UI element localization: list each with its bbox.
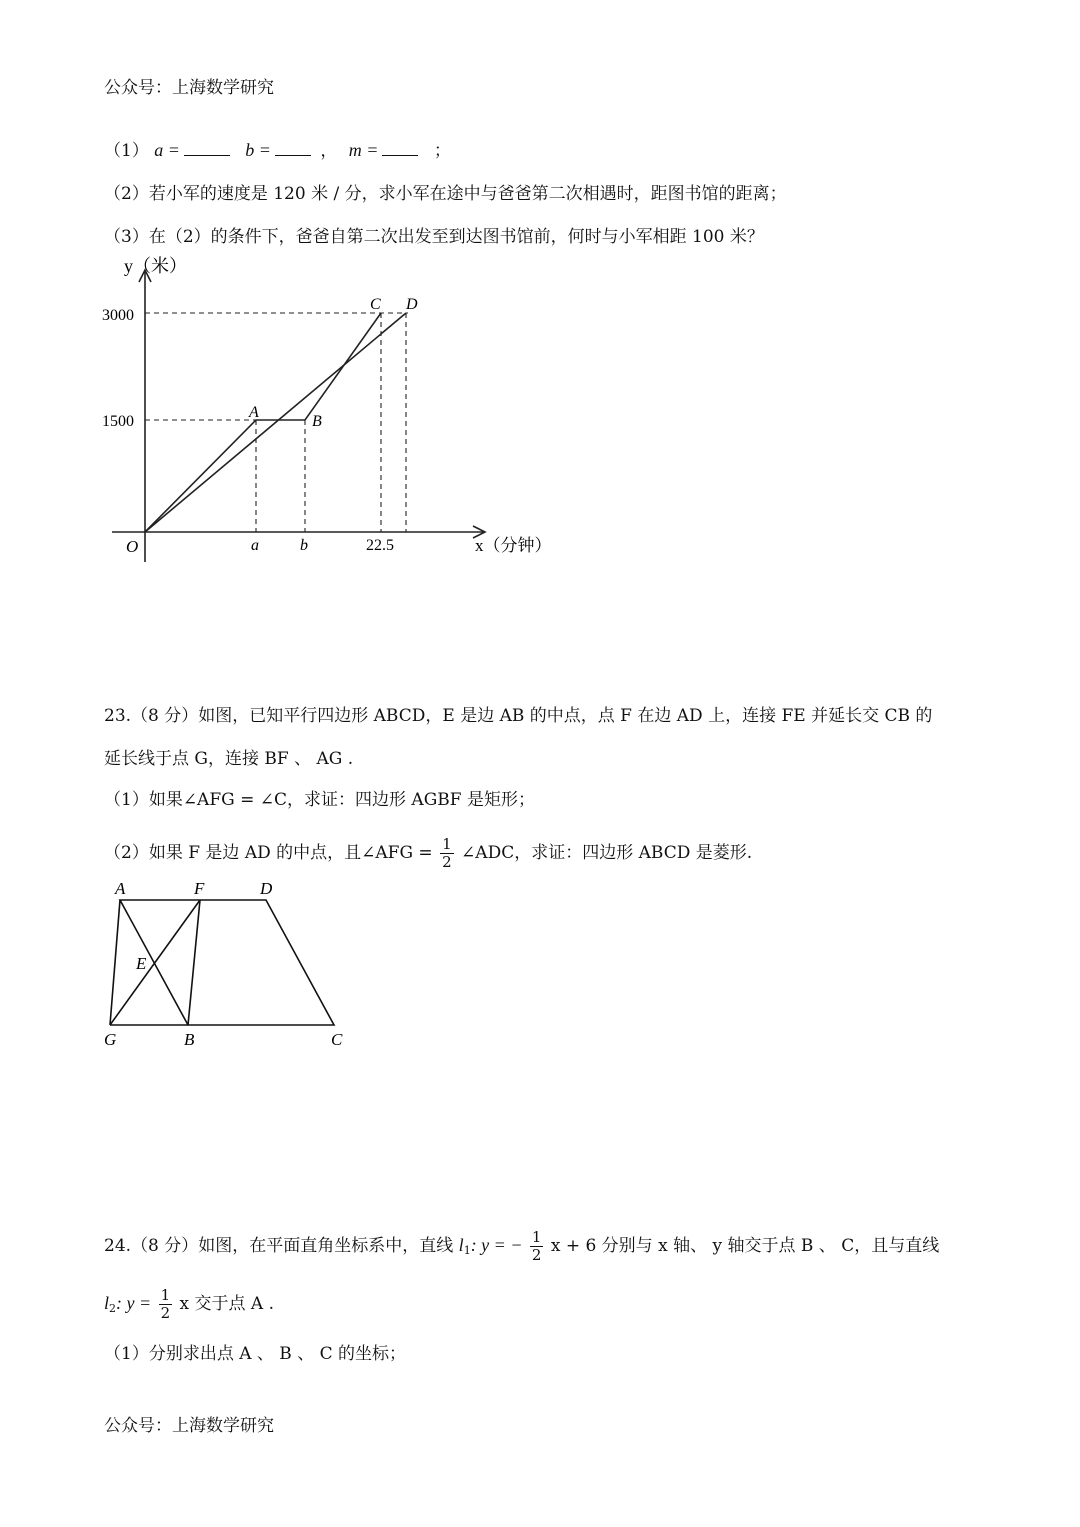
point-D-label: D [406,296,418,313]
q23-part2-a: （2）如果 F 是边 AD 的中点，且∠AFG = [104,843,433,863]
q23-line1: 23.（8 分）如图，已知平行四边形 ABCD，E 是边 AB 的中点，点 F 在边 AD 上，连接 FE 并延长交 CB 的 [104,706,933,726]
vertex-C-label: C [331,1030,343,1049]
vertex-A-label: A [115,879,126,898]
fraction-den: 2 [442,853,452,871]
y-tick-3000: 3000 [102,307,134,324]
q23-part2 [104,833,752,873]
q23-part2-b: ∠ADC，求证：四边形 ABCD 是菱形. [461,843,753,863]
parallelogram-ABCD [120,900,334,1025]
q22-b-label: b = [245,140,271,160]
line-l2-eq: : y = [116,1293,152,1313]
line-l2-sub: 2 [109,1302,117,1315]
x-tick-22.5: 22.5 [366,537,394,554]
l2-num: 1 [160,1286,171,1304]
line-l2-name: l [104,1293,110,1313]
point-G-label: G [104,1030,117,1049]
answer-blank-a[interactable] [184,139,230,156]
vertex-D-label: D [260,879,273,898]
son-path-O-A-B-C [145,313,381,532]
point-E-label: E [136,954,147,973]
page-footer: 公众号：上海数学研究 [104,1416,274,1436]
vertex-F-label: F [194,879,205,898]
segment-BF [188,900,200,1025]
l1-num: 1 [531,1228,542,1246]
point-C-label: C [370,296,381,313]
point-A-label: A [249,404,259,421]
vertex-B-label: B [184,1030,195,1049]
origin-label: O [126,537,139,556]
parallelogram-figure [95,872,365,1052]
segment-FG [110,900,200,1025]
x-axis-label: x（分钟） [475,536,552,555]
y-axis-label: y（米） [124,256,187,276]
q22-part1-end: ； [433,141,451,161]
q22-part2: （2）若小军的速度是 120 米 / 分，求小军在途中与爸爸第二次相遇时，距图书馆的距离； [104,184,787,204]
page-header: 公众号：上海数学研究 [104,78,274,98]
dad-path-O-D [145,313,406,532]
distance-time-graph [95,250,565,570]
l2-den: 2 [160,1304,171,1322]
fraction-num: 1 [442,835,452,853]
l1-den: 2 [531,1246,542,1264]
q24-line2 [104,1282,274,1330]
q24-line1-b: x + 6 分别与 x 轴、 y 轴交于点 B 、 C，且与直线 [550,1236,940,1256]
q22-a-label: a = [154,140,180,160]
line-l1-eq: : y = − [470,1235,523,1255]
q23-line2: 延长线于点 G，连接 BF 、 AG . [104,749,354,769]
line-l1-name: l [458,1235,464,1255]
answer-blank-b[interactable] [275,139,311,156]
q24-line1-a: 24.（8 分）如图，在平面直角坐标系中，直线 [104,1236,454,1256]
answer-blank-m[interactable] [382,139,418,156]
q22-part1 [104,138,451,163]
q22-m-label: m = [348,140,379,160]
line-l1-sub: 1 [463,1244,471,1257]
half-fraction [440,836,454,871]
q23-part1: （1）如果∠AFG = ∠C，求证：四边形 AGBF 是矩形； [104,790,535,810]
segment-AG [110,900,120,1025]
q22-comma: ， [320,141,338,161]
l2-slope-fraction [159,1287,173,1322]
x-tick-b: b [300,537,308,554]
l1-slope-fraction [530,1229,544,1264]
q24-part1: （1）分别求出点 A 、 B 、 C 的坐标； [104,1344,407,1364]
y-tick-1500: 1500 [102,413,134,430]
q24-line2-b: x 交于点 A . [179,1294,274,1314]
q22-part1-prefix: （1） [104,141,149,161]
q22-part3: （3）在（2）的条件下，爸爸自第二次出发至到达图书馆前，何时与小军相距 100 米？ [104,227,764,247]
point-B-label: B [312,413,322,430]
x-tick-a: a [251,537,259,554]
q24-line1 [104,1224,939,1272]
